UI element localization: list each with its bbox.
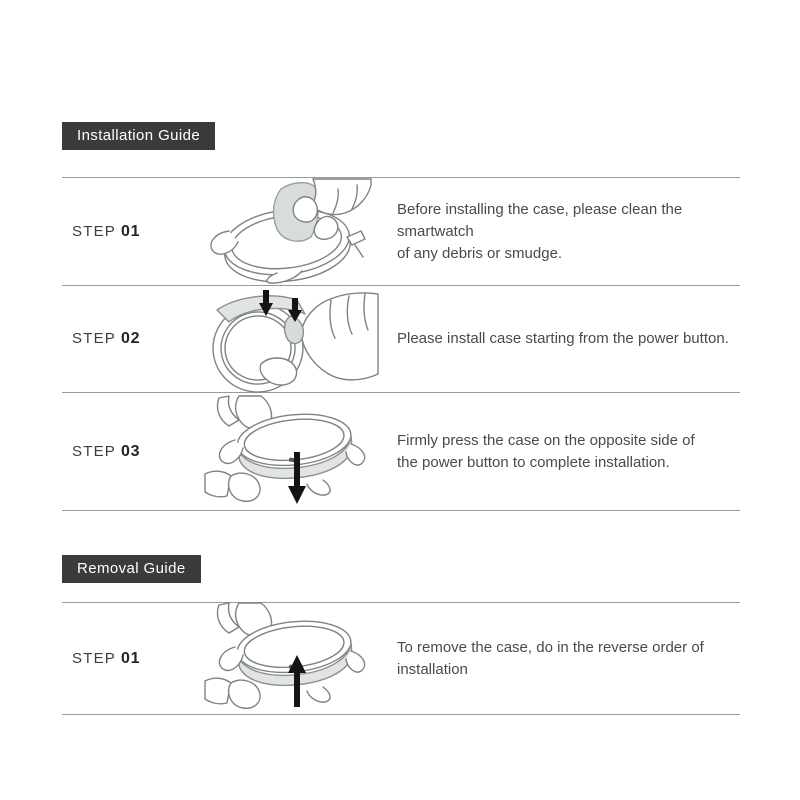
case-install-icon bbox=[203, 290, 379, 388]
step-label bbox=[62, 650, 185, 668]
removal-guide-header bbox=[62, 511, 740, 583]
step-number: 01 bbox=[120, 649, 141, 667]
description-line: Before installing the case, please clean the smartwatch bbox=[397, 200, 683, 240]
step-description bbox=[397, 430, 740, 474]
case-remove-illustration bbox=[185, 603, 397, 715]
installation-guide-header bbox=[62, 0, 740, 150]
step-label bbox=[62, 443, 185, 461]
installation-step-3-row bbox=[62, 392, 740, 510]
watch-cleaning-illustration bbox=[185, 179, 397, 285]
watch-cleaning-icon bbox=[205, 179, 377, 285]
removal-guide-badge: Removal Guide bbox=[62, 555, 201, 583]
step-word: STEP bbox=[72, 222, 116, 240]
description-line: Please install case starting from the power button. bbox=[397, 330, 729, 347]
step-word: STEP bbox=[72, 649, 116, 667]
removal-step-1-row bbox=[62, 602, 740, 714]
step-description bbox=[397, 637, 740, 681]
description-line: of any debris or smudge. bbox=[397, 244, 563, 262]
step-word: STEP bbox=[72, 442, 116, 460]
instruction-sheet bbox=[62, 0, 740, 715]
case-remove-icon bbox=[205, 603, 377, 715]
case-install-illustration bbox=[185, 290, 397, 388]
case-press-icon bbox=[205, 396, 377, 508]
step-label bbox=[62, 223, 185, 241]
installation-guide-badge: Installation Guide bbox=[62, 122, 215, 150]
description-line: the power button to complete installation. bbox=[397, 453, 670, 471]
description-line: To remove the case, do in the reverse order of installation bbox=[397, 638, 704, 678]
step-description bbox=[397, 199, 740, 265]
step-number: 03 bbox=[120, 442, 141, 460]
installation-step-2-row bbox=[62, 285, 740, 392]
step-number: 02 bbox=[120, 330, 141, 347]
removal-steps-table bbox=[62, 602, 740, 715]
step-label bbox=[62, 330, 185, 348]
step-description bbox=[397, 328, 740, 350]
step-word: STEP bbox=[72, 330, 116, 347]
case-press-illustration bbox=[185, 396, 397, 508]
description-line: Firmly press the case on the opposite side of bbox=[397, 431, 695, 449]
installation-step-1-row bbox=[62, 177, 740, 285]
step-number: 01 bbox=[120, 222, 141, 240]
installation-steps-table bbox=[62, 177, 740, 511]
